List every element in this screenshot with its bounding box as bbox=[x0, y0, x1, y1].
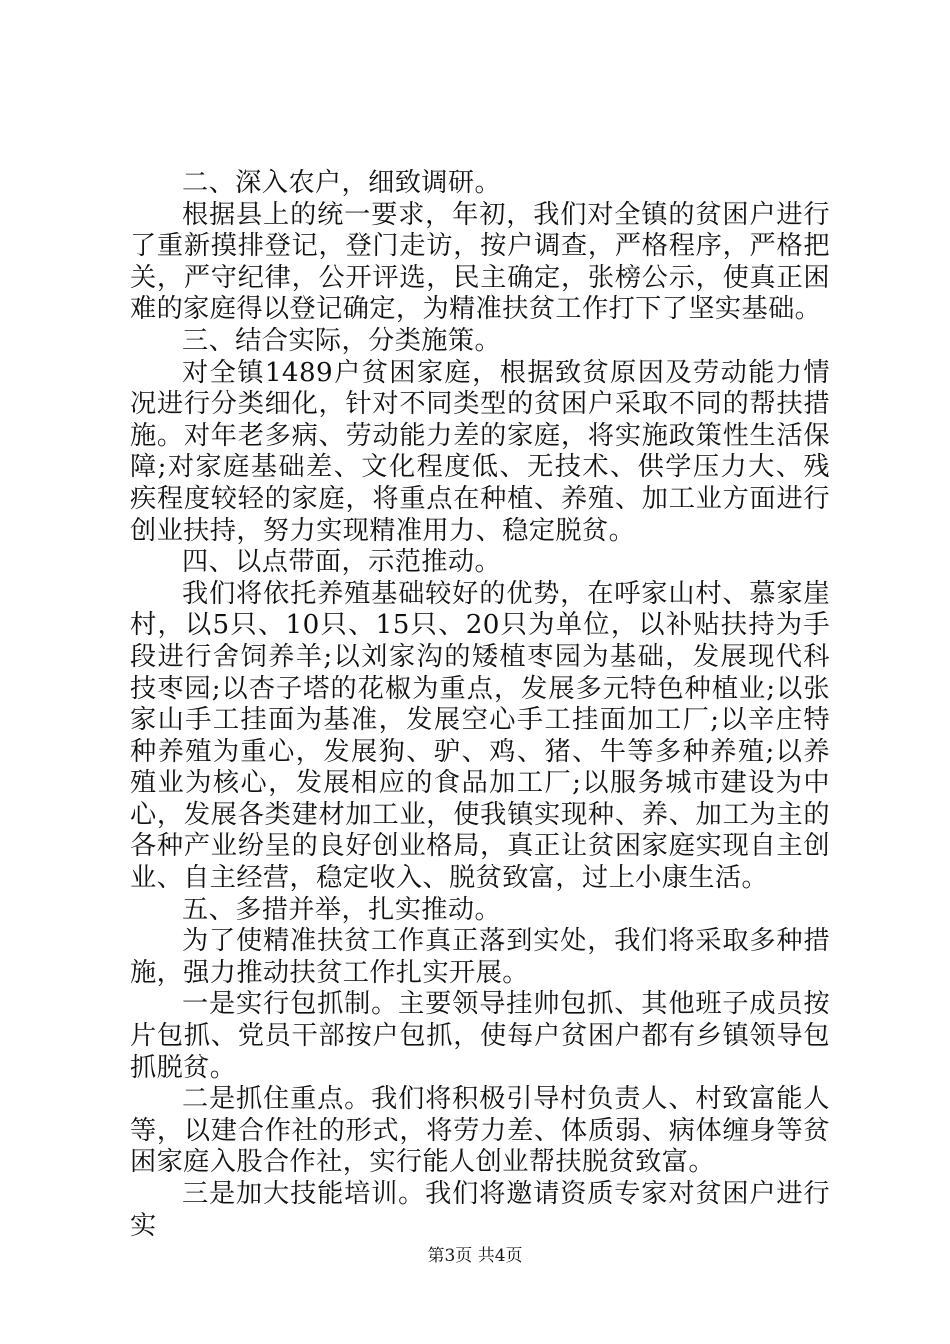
section-heading-4: 四、以点带面，示范推动。 bbox=[182, 547, 502, 578]
paragraph-survey: 根据县上的统一要求，年初，我们对全镇的贫困户进行了重新摸排登记，登门走访，按户调查，严格程序，严格把关，严守纪律，公开评选，民主确定，张榜公示，使真正困难的家庭得以登记确定，为精准扶贫工作打下了坚实基础。 bbox=[130, 199, 830, 325]
section-heading-2: 二、深入农户，细致调研。 bbox=[182, 168, 502, 198]
page-footer: 第3页 共4页 bbox=[427, 1246, 523, 1266]
paragraph-measure-1: 一是实行包抓制。主要领导挂帅包抓、其他班子成员按片包抓、党员干部按户包抓，使每户贫困户都有乡镇领导包抓脱贫。 bbox=[130, 989, 830, 1083]
paragraph-classification: 对全镇1489户贫困家庭，根据致贫原因及劳动能力情况进行分类细化，针对不同类型的贫困户采取不同的帮扶措施。对年老多病、劳动能力差的家庭，将实施政策性生活保障;对家庭基础差、文化程度低、无技术、供学压力大、残疾程度较轻的家庭，将重点在种植、养殖、加工业方面进行创业扶持，努力实现精准用力、稳定脱贫。 bbox=[130, 357, 830, 546]
section-heading-5: 五、多措并举，扎实推动。 bbox=[182, 894, 502, 925]
paragraph-measure-2: 二是抓住重点。我们将积极引导村负责人、村致富能人等，以建合作社的形式，将劳力差、体质弱、病体缠身等贫困家庭入股合作社，实行能人创业帮扶脱贫致富。 bbox=[130, 1084, 830, 1178]
section-heading-3: 三、结合实际，分类施策。 bbox=[182, 325, 502, 356]
paragraph-measure-3: 三是加大技能培训。我们将邀请资质专家对贫困户进行实 bbox=[130, 1179, 830, 1241]
document-body bbox=[130, 168, 830, 1242]
paragraph-measures-intro: 为了使精准扶贫工作真正落到实处，我们将采取多种措施，强力推动扶贫工作扎实开展。 bbox=[130, 926, 830, 988]
paragraph-demonstration: 我们将依托养殖基础较好的优势，在呼家山村、慕家崖村，以5只、10只、15只、20只为单位，以补贴扶持为手段进行舍饲养羊;以刘家沟的矮植枣园为基础，发展现代科技枣园;以杏子塔的花椒为重点，发展多元特色种植业;以张家山手工挂面为基准，发展空心手工挂面加工厂;以辛庄特种养殖为重心，发展狗、驴、鸡、猪、牛等多种养殖;以养殖业为核心，发展相应的食品加工厂;以服务城市建设为中心，发展各类建材加工业，使我镇实现种、养、加工为主的各种产业纷呈的良好创业格局，真正让贫困家庭实现自主创业、自主经营，稳定收入、脱贫致富，过上小康生活。 bbox=[130, 578, 830, 894]
